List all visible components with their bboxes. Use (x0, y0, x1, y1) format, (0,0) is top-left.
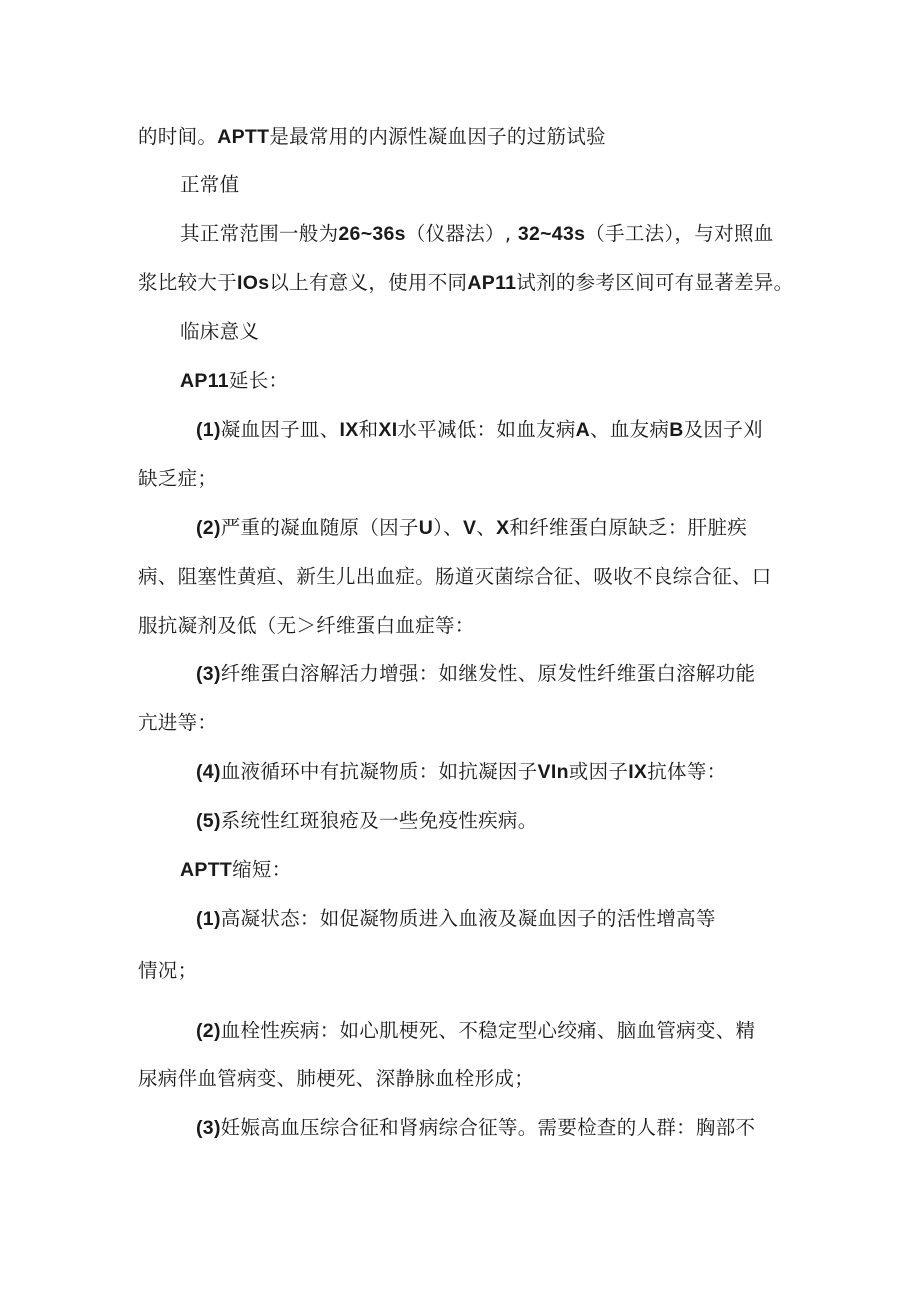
bold-text-run: U (418, 517, 434, 539)
text-run: 严重的凝血随原（因子 (220, 516, 419, 539)
bold-text-run: APTT (217, 126, 270, 148)
text-run: 纤维蛋白溶解活力增强：如继发性、原发性纤维蛋白溶解功能 (220, 662, 756, 685)
text-line (138, 124, 606, 150)
text-run: （仪器法）, (405, 222, 518, 245)
bold-text-run: (3) (196, 663, 221, 685)
bold-text-run: (2) (196, 517, 221, 539)
text-run: 血液循环中有抗凝物质：如抗凝因子 (220, 760, 538, 783)
bold-text-run: (4) (196, 761, 221, 783)
text-line (180, 221, 774, 247)
section-heading-clinical-significance (180, 319, 259, 345)
bold-text-run: 32~43s (517, 223, 586, 245)
bold-text-run: IX (339, 419, 359, 441)
text-line (138, 466, 217, 492)
text-run: 是最常用的内源性凝血因子的过筋试验 (269, 125, 606, 148)
list-item (196, 661, 755, 687)
section-heading-normal-value (180, 172, 239, 198)
text-run: 亢进等： (138, 711, 218, 734)
text-line (138, 710, 217, 736)
text-run: 血栓性疾病：如心肌梗死、不稳定型心绞痛、脑血管病变、精 (220, 1019, 756, 1042)
list-item (196, 417, 763, 443)
text-run: 、 (476, 516, 497, 539)
text-run: 临床意义 (180, 320, 260, 343)
text-line (138, 564, 772, 590)
text-run: 浆比较大于 (138, 271, 238, 294)
text-line (138, 1066, 534, 1092)
list-item (196, 759, 726, 785)
text-run: 试剂的参考区间可有显著差异。 (516, 271, 794, 294)
list-item (196, 808, 538, 834)
bold-text-run: X (496, 517, 510, 539)
text-run: 或因子 (568, 760, 629, 783)
text-run: 高凝状态：如促凝物质进入血液及凝血因子的活性增高等 (220, 907, 716, 930)
bold-text-run: XI (378, 419, 398, 441)
list-item (196, 1018, 755, 1044)
text-run: 缺乏症； (138, 467, 218, 490)
bold-text-run: AP11 (180, 370, 229, 392)
text-run: 以上有意义，使用不同 (269, 271, 468, 294)
text-line (138, 958, 197, 984)
text-run: 妊娠高血压综合征和肾病综合征等。需要检查的人群：胸部不 (220, 1116, 756, 1139)
text-run: 水平减低：如血友病 (397, 418, 576, 441)
text-run: 抗体等： (647, 760, 727, 783)
text-run: 的时间。 (138, 125, 218, 148)
bold-text-run: VIn (537, 761, 569, 783)
subheading-shortened (180, 857, 292, 883)
bold-text-run: B (669, 419, 684, 441)
text-run: 缩短： (232, 858, 292, 881)
text-run: 凝血因子皿、 (220, 418, 340, 441)
list-item (196, 906, 716, 932)
bold-text-run: (5) (196, 810, 221, 832)
text-run: 、血友病 (590, 418, 670, 441)
bold-text-run: 26~36s (338, 223, 406, 245)
bold-text-run: (1) (196, 419, 221, 441)
text-run: 及因子刈 (683, 418, 763, 441)
bold-text-run: AP11 (467, 272, 517, 294)
text-run: 正常值 (180, 173, 240, 196)
bold-text-run: V (463, 517, 477, 539)
bold-text-run: (1) (196, 908, 221, 930)
text-run: 尿病伴血管病变、肺梗死、深静脉血栓形成； (138, 1067, 535, 1090)
text-run: 情况； (138, 959, 198, 982)
bold-text-run: (2) (196, 1020, 221, 1042)
bold-text-run: IX (628, 761, 648, 783)
text-run: 病、阻塞性黄疸、新生儿出血症。肠道灭菌综合征、吸收不良综合征、口 (138, 565, 772, 588)
bold-text-run: IOs (237, 272, 270, 294)
text-run: 和纤维蛋白原缺乏：肝脏疾 (509, 516, 748, 539)
text-run: 和 (358, 418, 379, 441)
text-run: 系统性红斑狼疮及一些免疫性疾病。 (220, 809, 538, 832)
text-run: 其正常范围一般为 (180, 222, 339, 245)
bold-text-run: (3) (196, 1117, 221, 1139)
text-run: ）、 (433, 516, 463, 539)
subheading-prolonged (180, 368, 288, 394)
text-run: 延长： (228, 369, 289, 392)
text-run: 服抗凝剂及低（无＞纤维蛋白血症等： (138, 614, 475, 637)
text-line (138, 270, 793, 296)
list-item (196, 515, 747, 541)
bold-text-run: A (575, 419, 591, 441)
bold-text-run: APTT (180, 859, 233, 881)
text-run: （手工法），与对照血 (585, 222, 774, 245)
text-line (138, 613, 475, 639)
list-item (196, 1115, 755, 1141)
